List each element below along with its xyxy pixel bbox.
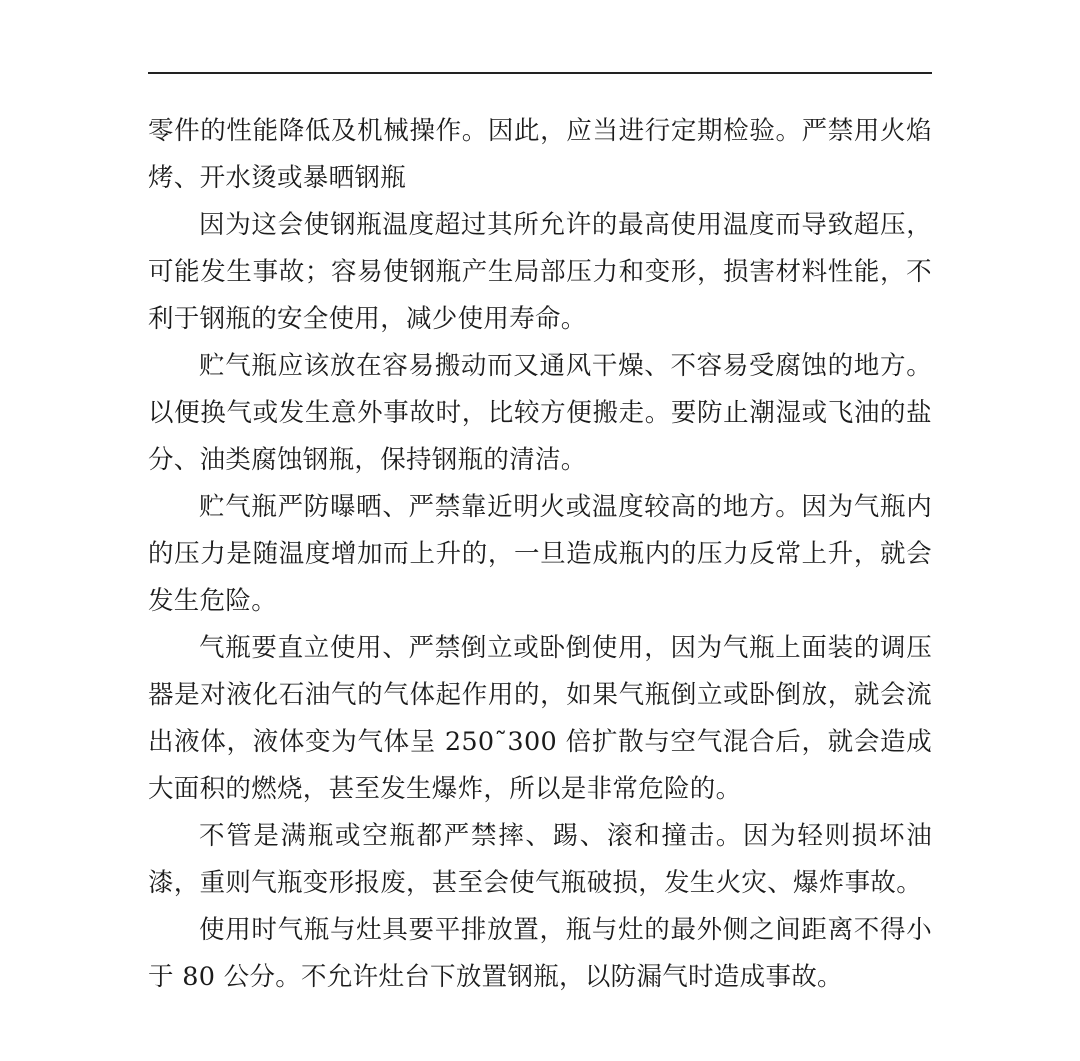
document-body bbox=[148, 108, 932, 1001]
paragraph-5: 气瓶要直立使用、严禁倒立或卧倒使用，因为气瓶上面装的调压器是对液化石油气的气体起作用的，如果气瓶倒立或卧倒放，就会流出液体，液体变为气体呈 250˜300 倍扩散与空气混合后，就会造成大面积的燃烧，甚至发生爆炸，所以是非常危险的。 bbox=[148, 633, 932, 804]
paragraph-7: 使用时气瓶与灶具要平排放置，瓶与灶的最外侧之间距离不得小于 80 公分。不允许灶台下放置钢瓶，以防漏气时造成事故。 bbox=[148, 915, 932, 992]
paragraph-1: 零件的性能降低及机械操作。因此，应当进行定期检验。严禁用火焰烤、开水烫或暴晒钢瓶 bbox=[148, 116, 932, 193]
paragraph-2: 因为这会使钢瓶温度超过其所允许的最高使用温度而导致超压，可能发生事故；容易使钢瓶产生局部压力和变形，损害材料性能，不利于钢瓶的安全使用，减少使用寿命。 bbox=[148, 210, 932, 334]
paragraph-4: 贮气瓶严防曝晒、严禁靠近明火或温度较高的地方。因为气瓶内的压力是随温度增加而上升的，一旦造成瓶内的压力反常上升，就会发生危险。 bbox=[148, 492, 932, 616]
page-content bbox=[148, 72, 932, 1001]
paragraph-6: 不管是满瓶或空瓶都严禁摔、踢、滚和撞击。因为轻则损坏油漆，重则气瓶变形报废，甚至会使气瓶破损，发生火灾、爆炸事故。 bbox=[148, 821, 932, 898]
header-divider bbox=[148, 72, 932, 74]
paragraph-3: 贮气瓶应该放在容易搬动而又通风干燥、不容易受腐蚀的地方。以便换气或发生意外事故时，比较方便搬走。要防止潮湿或飞油的盐分、油类腐蚀钢瓶，保持钢瓶的清洁。 bbox=[148, 351, 932, 475]
